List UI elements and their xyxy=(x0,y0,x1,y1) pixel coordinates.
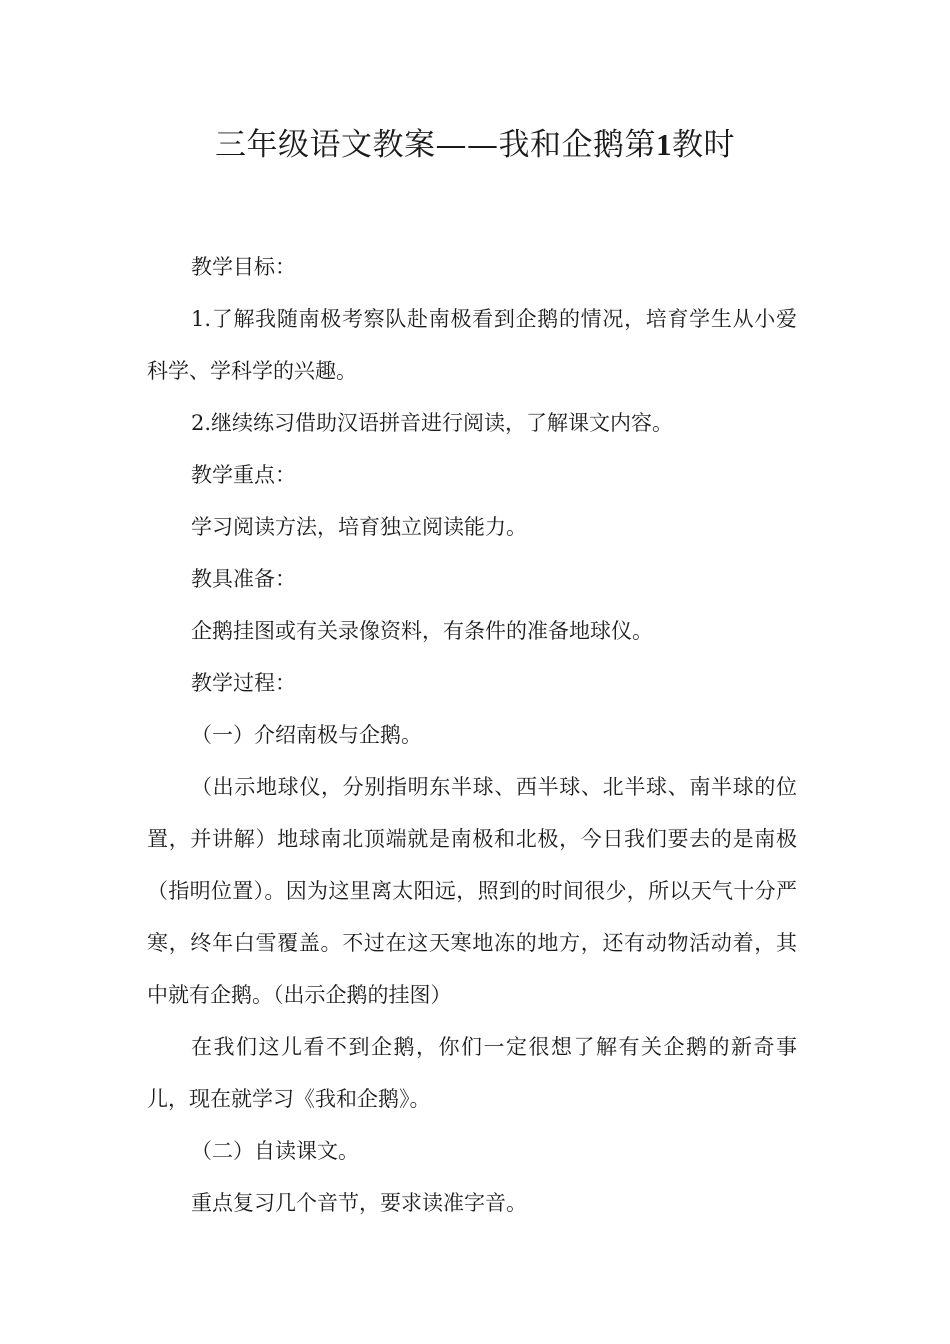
paragraph-step-1-intro: 在我们这儿看不到企鹅，你们一定很想了解有关企鹅的新奇事儿，现在就学习《我和企鹅》。 xyxy=(147,1035,797,1111)
paragraph-materials-heading: 教具准备： xyxy=(191,567,296,591)
paragraph-objective-2: 2.继续练习借助汉语拼音进行阅读，了解课文内容。 xyxy=(191,411,674,435)
paragraph-step-2-content: 重点复习几个音节，要求读准字音。 xyxy=(191,1191,527,1215)
document-body xyxy=(147,241,797,1229)
paragraph-step-1-heading: （一）介绍南极与企鹅。 xyxy=(191,723,422,747)
title-end: 教时 xyxy=(672,127,735,163)
paragraph-step-2-heading: （二）自读课文。 xyxy=(191,1139,359,1163)
paragraph-process-heading: 教学过程： xyxy=(191,671,296,695)
paragraph-key-points: 学习阅读方法，培育独立阅读能力。 xyxy=(191,515,527,539)
paragraph-step-1-content: （出示地球仪，分别指明东半球、西半球、北半球、南半球的位置，并讲解）地球南北顶端就是南极和北极，今日我们要去的是南极（指明位置）。因为这里离太阳远，照到的时间很少，所以天气十分严寒，终年白雪覆盖。不过在这天寒地冻的地方，还有动物活动着，其中就有企鹅。（出示企鹅的挂图） xyxy=(147,775,797,1007)
title-main: 三年级语文教案——我和企鹅第 xyxy=(215,127,656,163)
paragraph-objective-1: 1.了解我随南极考察队赴南极看到企鹅的情况，培育学生从小爱科学、学科学的兴趣。 xyxy=(147,307,797,383)
document-title xyxy=(0,120,950,170)
paragraph-key-points-heading: 教学重点： xyxy=(191,463,296,487)
paragraph-objectives-heading: 教学目标： xyxy=(191,255,296,279)
title-lesson-number: 1 xyxy=(656,127,672,162)
paragraph-materials: 企鹅挂图或有关录像资料，有条件的准备地球仪。 xyxy=(191,619,653,643)
